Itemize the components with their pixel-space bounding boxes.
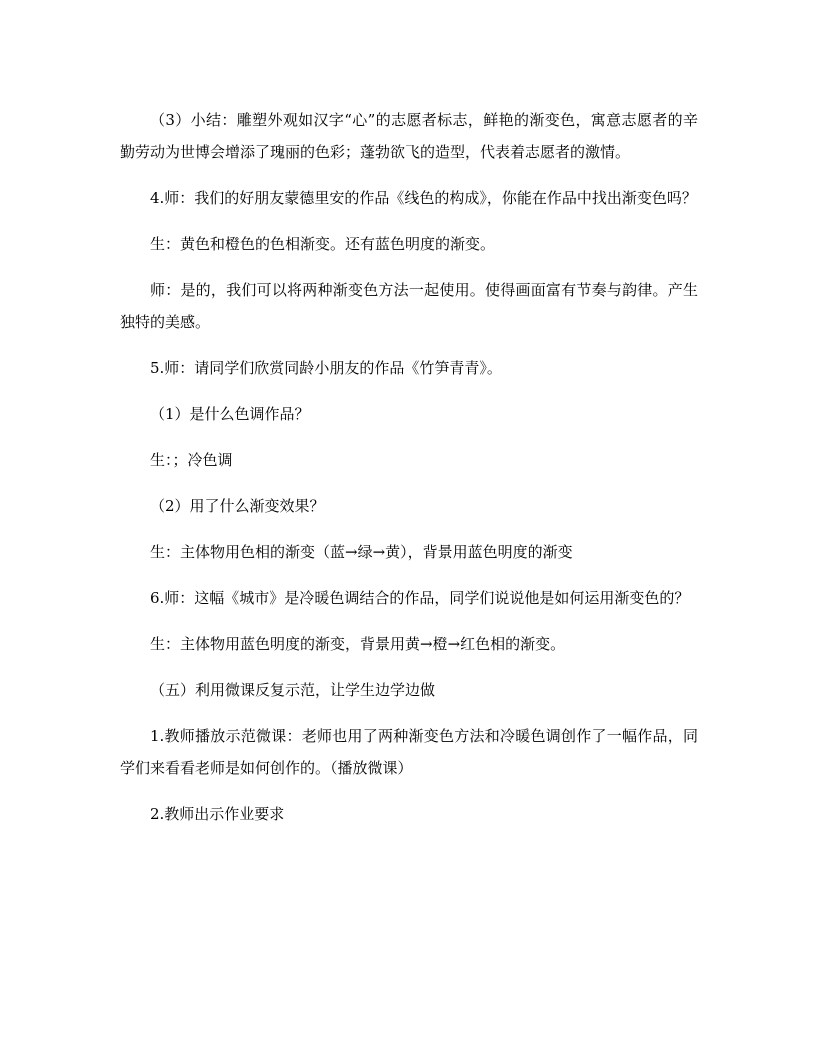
paragraph-teacher-4: 4.师：我们的好朋友蒙德里安的作品《线色的构成》，你能在作品中找出渐变色吗？ <box>150 189 697 207</box>
document-body <box>120 104 698 844</box>
paragraph-step-1: 1.教师播放示范微课：老师也用了两种渐变色方法和冷暖色调创作了一幅作品，同学们来看看老师是如何创作的。（播放微课） <box>120 727 698 777</box>
paragraph-teacher-5: 5.师：请同学们欣赏同龄小朋友的作品《竹笋青青》。 <box>150 359 502 377</box>
paragraph-summary: （3）小结：雕塑外观如汉字“心”的志愿者标志，鲜艳的渐变色，寓意志愿者的辛勤劳动为世博会增添了瑰丽的色彩；蓬勃欲飞的造型，代表着志愿者的激情。 <box>120 111 698 161</box>
paragraph-student-answer-1: 生：黄色和橙色的色相渐变。还有蓝色明度的渐变。 <box>150 235 496 253</box>
section-heading-5: （五）利用微课反复示范，让学生边学边做 <box>150 681 436 699</box>
paragraph-student-answer-2: 生：；冷色调 <box>150 451 233 469</box>
paragraph-step-2: 2.教师出示作业要求 <box>150 805 285 823</box>
paragraph-teacher-6: 6.师：这幅《城市》是冷暖色调结合的作品，同学们说说他是如何运用渐变色的？ <box>150 589 690 607</box>
paragraph-teacher-reply: 师：是的，我们可以将两种渐变色方法一起使用。使得画面富有节奏与韵律。产生独特的美感。 <box>120 281 698 331</box>
paragraph-student-answer-3: 生：主体物用色相的渐变（蓝→绿→黄），背景用蓝色明度的渐变 <box>150 543 573 561</box>
paragraph-student-answer-4: 生：主体物用蓝色明度的渐变，背景用黄→橙→红色相的渐变。 <box>150 635 566 653</box>
paragraph-question-1: （1）是什么色调作品？ <box>150 405 310 423</box>
paragraph-question-2: （2）用了什么渐变效果？ <box>150 497 325 515</box>
